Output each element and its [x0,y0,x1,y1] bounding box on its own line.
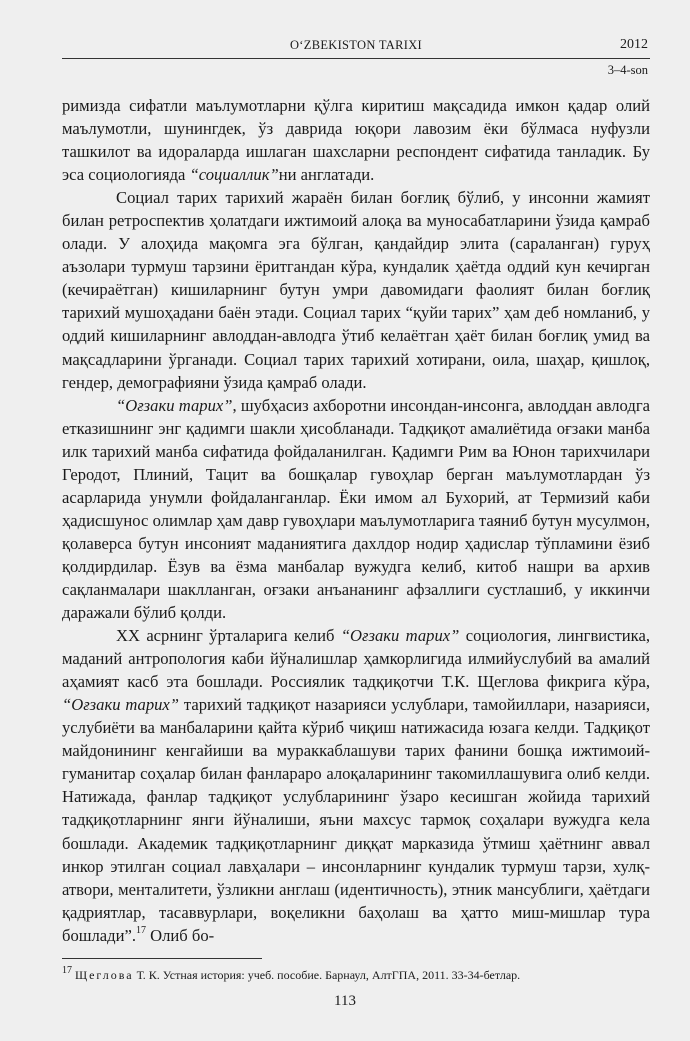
italic-term: “Оғзаки тарих” [116,395,233,415]
issue-year: 2012 [620,37,648,52]
journal-title: O‘ZBEKISTON TARIXI [289,38,423,52]
text-run: социология, лингвистика, маданий антропология каби йўналишлар ҳамкорлигида илмийуслубий ва амалий аҳамият касб эта бошлади. Россиялик тадқиқотчи Т.К. Щеглова фикрига кўра, [62,626,650,692]
text-run: Социал тарих тарихий жараён билан боғлиқ бўлиб, у инсонни жамият билан ретроспектив ҳолатдаги ижтимоий алоқа ва муносабатларини ўзида қамраб олади. У алоҳида мақомга эга бўлган, қандайдир элита (сараланган) гуруҳ аъзолари турмуш тарзини ёритгандан кўра, кундалик ҳаётда оддий кун кечирган (кечираётган) кишиларнинг бутун умри давомидаги фаолият билан боғлиқ тарихий мушоҳадани баён этади. Социал тарих “қуйи тарих” ҳам деб номланиб, у оддий кишиларнинг авлоддан-авлодга ўтиб келаётган ҳаёт билан боғлиқ умид ва мақсадларини ўрганади. Социал тарих тарихий хотирани, оила, шаҳар, қишлоқ, гендер, демографияни ўзида қамраб олади. [62,188,650,392]
footnote-divider [62,958,262,959]
text-run: Олиб бо- [146,925,215,945]
page-number: 113 [334,993,356,1009]
italic-term: “Оғзаки тарих” [340,626,460,646]
text-run: ни англатади. [278,165,375,185]
italic-term: “социаллик” [189,165,279,185]
paragraph [62,624,650,947]
text-run: тарихий тадқиқот назарияси услублари, тамойиллари, назарияси, услубиёти ва манбаларини қайта кўриб чиқиш натижасида юзага келди. Тадқиқот майдонининг кенгайиши ва мураккаблашуви тарих фанини бошқа ижтимоий-гуманитар соҳалар билан фанлараро алоқаларининг такомиллашувига олиб келди. Натижада, фанлар тадқиқот услубларининг ўзаро кесишган жойида тарихий тадқиқотларнинг янги йўналиши, яъни махсус тармоқ соҳалари вужудга кела бошлади. Академик тадқиқотларнинг диққат марказида ўтмиш ҳаётнинг аввал инкор этилган социал лавҳалари – инсонларнинг кундалик турмуш тарзи, хулқ-атвори, менталитети, ўзликни англаш (идентичность), этник мансублиги, ҳаётдаги қадриятлар, тасаввурлари, воқеликни баҳолаш ва ҳатто миш-мишлар тура бошлади”. [62,695,650,945]
footnote-text: Т. К. Устная история: учеб. пособие. Барнаул, АлтГПА, 2011. 33-34-бетлар. [133,968,521,982]
text-run: XX асрнинг ўрталарига келиб [116,626,341,646]
paragraph [62,394,650,624]
footnote-reference: 17 [136,925,146,937]
running-header [62,36,650,59]
footnote-author: Щеглова [75,968,134,982]
body-text [62,94,650,947]
italic-term: “Оғзаки тарих” [62,695,180,715]
footnote [62,965,650,983]
paragraph [62,94,650,186]
footnote-marker: 17 [62,965,72,976]
issue-number: 3–4-son [607,63,648,77]
text-run: римизда сифатли маълумотларни қўлга киритиш мақсадида имкон қадар олий маълумотли, шунингдек, ўз даврида юқори лавозим ёки бўлмаса нуфузли ташкилот ва идораларда ишлаган шахсларни респондент сифатида танладик. Бу эса социологияда [62,96,650,185]
text-run: , шубҳасиз ахборотни инсондан-инсонга, авлоддан авлодга етказишнинг энг қадимги шакли ҳисобланади. Тадқиқот амалиётида оғзаки манба илк тарихий манба сифатида фойдаланилган. Қадимги Рим ва Юнон тарихчилари Геродот, Плиний, Тацит ва бошқалар гувоҳлар берган маълумотлардан ўз асарларида унумли фойдаланганлар. Ёки имом ал Бухорий, ат Термизий каби ҳадисшунос олимлар ҳам давр гувоҳлари маълумотларига таяниб бутун мусулмон, қолаверса бутун инсоният маданиятига дахлдор нодир ҳадислар тўпламини ёзиб қолдирдилар. Ёзув ва ёзма манбалар вужудга келиб, китоб нашри ва архив сақланмалари шаклланган, оғзаки анъананинг афзаллиги сустлашиб, у иккинчи даражали бўлиб қолди. [62,395,650,623]
paragraph [62,186,650,393]
